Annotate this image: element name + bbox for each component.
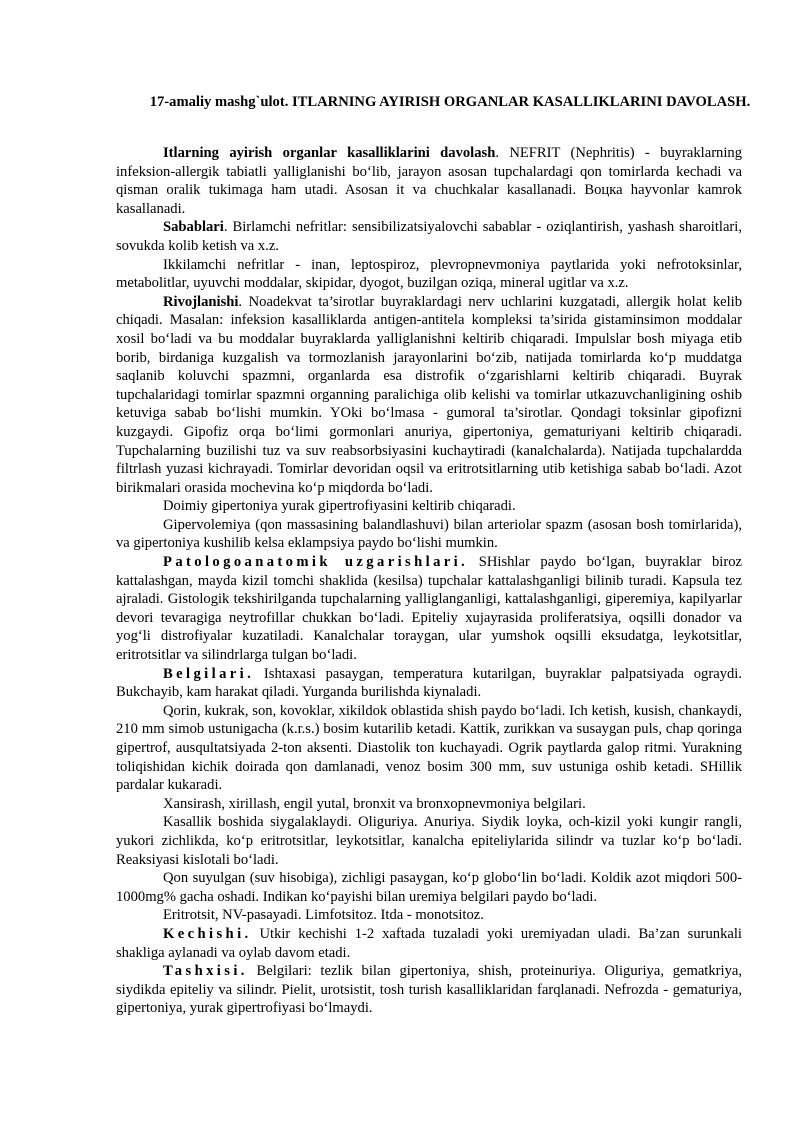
- paragraph-rivojlanishi: [116, 293, 742, 498]
- paragraph-text: . Birlamchi nefritlar: sensibilizatsiyalovchi sabablar - oziqlantirish, yashash sharoitlari, sovukda kolib ketish va x.z.: [116, 219, 742, 254]
- paragraph-tashxisi: [116, 962, 742, 1018]
- paragraph-lead: Tashxisi.: [163, 963, 248, 980]
- paragraph-text: Ishtaxasi pasaygan, temperatura kutarilgan, buyraklar palpatsiyada ograydi. Bukchayib, kam harakat qiladi. Yurganda burilishda kiynaladi.: [116, 665, 742, 701]
- paragraph-ikkilamchi: [116, 256, 742, 293]
- paragraph-xansirash: [116, 795, 742, 814]
- paragraph-text: Kasallik boshida siygalaklaydi. Oliguriya. Anuriya. Siydik loyka, och-kizil yoki kungir rangli, yukori zichlikda, ko‘p eritrotsitlar, leykotsitlar, kanalcha epiteliylarida silindr va tuzlar ko‘p bo‘ladi. Reaksiyasi kislotali bo‘ladi.: [116, 814, 742, 868]
- paragraph-siydik: [116, 813, 742, 869]
- paragraph-patologoanatomik: [116, 553, 742, 665]
- paragraph-text: Gipervolemiya (qon massasining balandlashuvi) bilan arteriolar spazm (asosan bosh tomirlarida), va gipertoniya kushilib kelsa eklampsiya paydo bo‘lishi mumkin.: [116, 516, 742, 552]
- paragraph-text: SHishlar paydo bo‘lgan, buyraklar biroz kattalashgan, mayda kizil tomchi shaklida (kesilsa) tupchalar kattalashganligi bilinib turadi. Kapsula tez ajraladi. Gistologik tekshirilganda tupchalarning yalliglanganligi, kattalashganligi, giperemiya, kapilyarlar devori tevaragiga neytrofillar chukkan bo‘ladi. Epiteliy xujayrasida proliferatsiya, oqsilli donador va yog‘li distrofiyalar kuzatiladi. Kanalchalar toraygan, ular yumshok oqsilli eksudatga, leykotsitlar, eritrotsitlar va silindrlarga tulgan bo‘ladi.: [116, 554, 742, 664]
- document-title: 17-amaliy mashg`ulot. ITLARNING AYIRISH ORGANLAR KASALLIKLARINI DAVOLASH.: [149, 94, 751, 110]
- document-body: [116, 144, 742, 1018]
- paragraph-lead: Patologoanatomik uzgarishlari.: [163, 554, 469, 571]
- paragraph-belgilari: [116, 665, 742, 702]
- paragraph-nefrit: [116, 144, 742, 218]
- paragraph-text: . NEFRIT (Nephritis) - buyraklarning infeksion-allergik tabiatli yalliglanishi bo‘lib, jarayon asosan tupchalardagi qon tomirlarda kechadi va qisman oralik tukimaga ham utadi. Asosan it va chuchkalar kasallanadi. Воцка hayvonlar kamrok kasallanadi.: [116, 145, 743, 217]
- paragraph-kechishi: [116, 925, 742, 962]
- paragraph-eritrotsit: [116, 906, 742, 925]
- paragraph-gipertoniya: [116, 497, 742, 516]
- paragraph-shish: [116, 702, 742, 795]
- paragraph-text: Doimiy gipertoniya yurak gipertrofiyasini keltirib chiqaradi.: [163, 498, 516, 515]
- paragraph-lead: Sabablari: [163, 219, 224, 236]
- paragraph-text: Belgilari: tezlik bilan gipertoniya, shish, proteinuriya. Oliguriya, gematkriya, siydikda epiteliy va silindr. Pielit, urotsistit, tosh turish kasalliklaridan farqlanadi. Nefrozda - gematuriya, gipertoniya, yurak gipertrofiyasi bo‘lmaydi.: [116, 963, 742, 1017]
- paragraph-lead: Rivojlanishi: [163, 293, 239, 310]
- paragraph-text: Utkir kechishi 1-2 xaftada tuzaladi yoki uremiyadan uladi. Ba’zan surunkali shakliga aylanadi va oylab davom etadi.: [116, 925, 742, 961]
- paragraph-text: Ikkilamchi nefritlar - inan, leptospiroz, plevropnevmoniya paytlarida yoki nefrotoksinlar, metabolitlar, uyuvchi moddalar, skipidar, dyogot, buzilgan oziqa, mineral ugitlar va x.z.: [116, 256, 742, 292]
- paragraph-sabablari: [116, 218, 742, 255]
- paragraph-text: . Noadekvat ta’sirotlar buyraklardagi nerv uchlarini kuzgatadi, allergik holat kelib chiqadi. Masalan: infeksion kasalliklarda antigen-antitela kompleksi ta’sirida gistaminsimon moddalar xosil bo‘ladi va bu moddalar buyraklarda yalliglanishni keltirib chiqaradi. Impulslar bosh miyaga etib borib, birdaniga kuzgalish va tormozlanish jarayonlarini bo‘zib, natijada tomirlarda ko‘p muddatga saqlanib koluvchi spazmni, organlarda esa distrofik o‘zgarishlarni keltirib chiqaradi. Buyrak tupchalaridagi tomirlar spazmni organning paralichiga olib kelishi va tomirlar utkazuvchanligining oshib ketuviga sabab bo‘lishi mumkin. YOki bo‘lmasa - gumoral ta’sirotlar. Qondagi toksinlar gipofizni kuzgaydi. Gipofiz orqa bo‘limi gormonlari anuriya, gipertoniya, gematuriyani keltirib chiqaradi. Tupchalarning buzilishi tuz va suv reabsorbsiyasini kuchaytiradi (kanalchalarda). Natijada tupchalardda filtrlash yuzasi kichrayadi. Tomirlar devoridan oqsil va eritrotsitlarning utib ketishiga sabab bo‘ladi. Azot birikmalari orasida mochevina ko‘p miqdorda bo‘ladi.: [116, 293, 742, 496]
- paragraph-text: Qon suyulgan (suv hisobiga), zichligi pasaygan, ko‘p globo‘lin bo‘ladi. Koldik azot miqdori 500-1000mg% gacha oshadi. Indikan ko‘payishi bilan uremiya belgilari paydo bo‘ladi.: [116, 870, 742, 905]
- paragraph-text: Qorin, kukrak, son, kovoklar, xikildok oblastida shish paydo bo‘ladi. Ich ketish, kusish, chankaydi, 210 mm simob ustunigacha (k.r.s.) bosim kutarilib ketadi. Kattik, zurikkan va susaygan puls, chap qoringa gipertrof, ausqultatsiyada 2-ton aksenti. Diastolik ton kuchayadi. Ogrik paytlarda galop ritmi. Yurakning toliqishidan kichik doirada qon damlanadi, venoz bosim 300 mm, suv ustuniga oshib ketadi. SHillik pardalar kukaradi.: [116, 702, 742, 794]
- paragraph-gipervolemiya: [116, 516, 742, 553]
- paragraph-text: Eritrotsit, NV-pasayadi. Limfotsitoz. Itda - monotsitoz.: [163, 907, 484, 924]
- paragraph-text: Xansirash, xirillash, engil yutal, bronxit va bronxopnevmoniya belgilari.: [163, 795, 586, 812]
- paragraph-lead: Belgilari.: [163, 665, 255, 682]
- paragraph-qon: [116, 869, 742, 906]
- paragraph-lead: Itlarning ayirish organlar kasalliklarini davolash: [163, 145, 496, 161]
- paragraph-lead: Kechishi.: [163, 925, 252, 942]
